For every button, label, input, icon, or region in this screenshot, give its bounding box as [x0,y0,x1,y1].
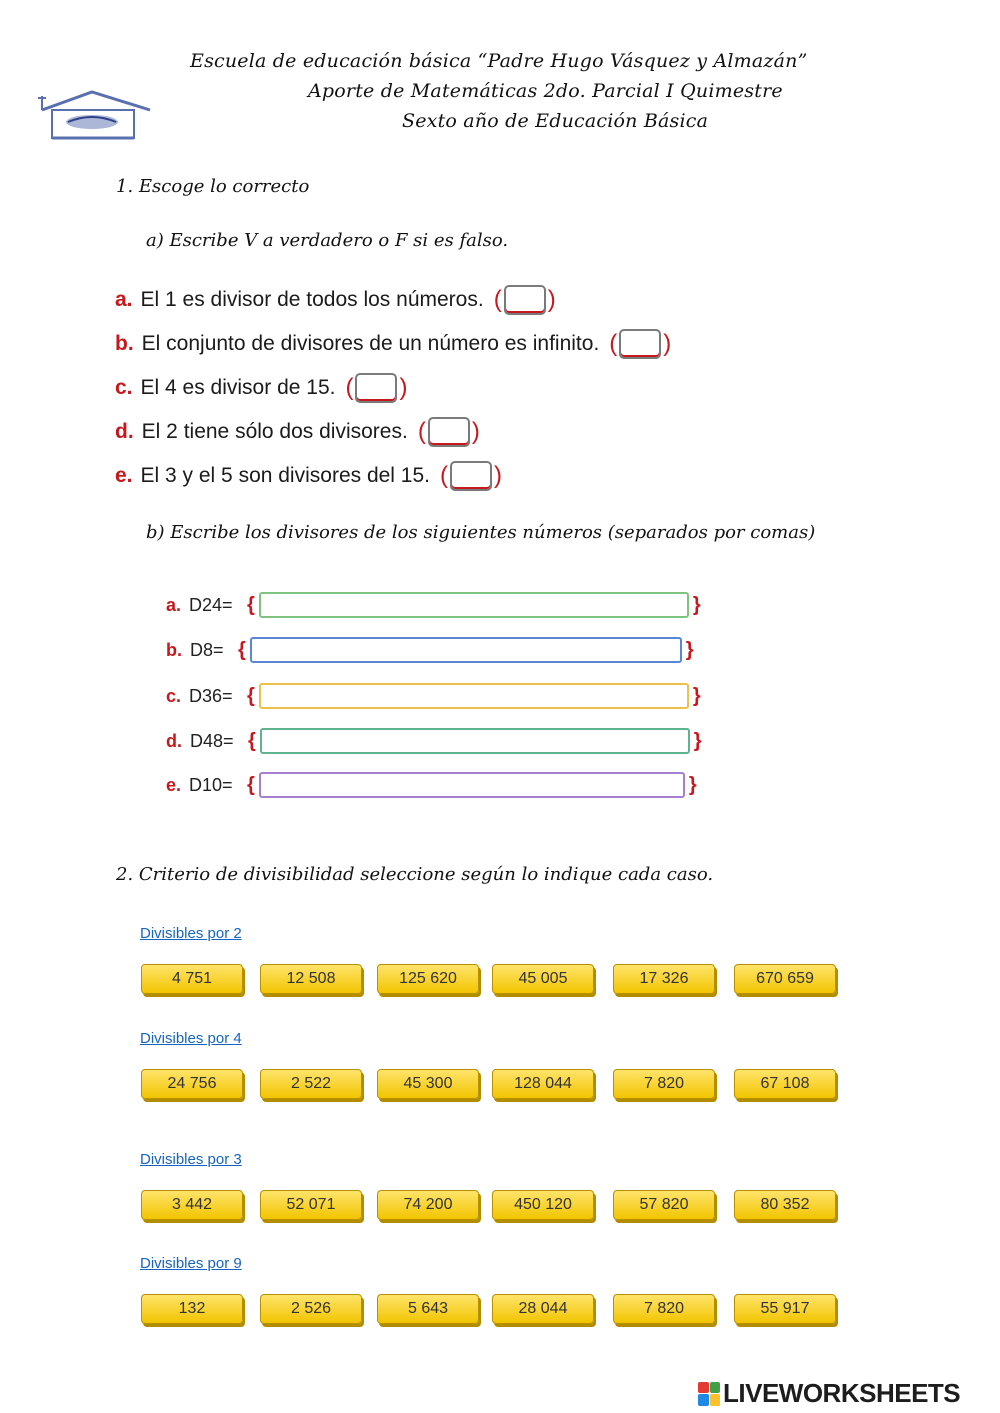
close-brace: } [685,638,694,661]
close-paren: ) [494,462,503,489]
tf-item-letter: c. [115,376,133,399]
divisor-row-letter: a. [166,594,182,615]
number-option-button[interactable]: 450 120 [492,1190,594,1220]
divisibility-group-label: Divisibles por 2 [140,925,242,942]
number-option-button[interactable]: 4 751 [141,964,243,994]
close-brace: } [693,729,702,752]
number-option-button[interactable]: 55 917 [734,1294,836,1324]
divisor-input[interactable] [260,728,690,754]
divisor-row [166,772,697,798]
tf-item [115,285,556,315]
divisor-row [166,637,694,663]
number-option-button[interactable]: 28 044 [492,1294,594,1324]
number-option-button[interactable]: 7 820 [613,1294,715,1324]
open-brace: { [247,593,255,616]
section-2-title: 2. Criterio de divisibilidad seleccione según lo indique cada caso. [116,864,714,885]
divisor-row [166,683,701,709]
liveworksheets-icon [698,1382,720,1406]
grade-title: Sexto año de Educación Básica [402,110,709,132]
number-option-button[interactable]: 3 442 [141,1190,243,1220]
liveworksheets-logo [698,1378,960,1409]
tf-item-text: El conjunto de divisores de un número es infinito. [141,332,600,355]
number-option-button[interactable]: 2 522 [260,1069,362,1099]
tf-answer-box[interactable] [355,373,397,403]
number-option-button[interactable]: 7 820 [613,1069,715,1099]
divisor-row-letter: c. [166,685,182,706]
liveworksheets-brand: LIVEWORKSHEETS [723,1378,961,1408]
part-a-instruction: a) Escribe V a verdadero o F si es falso. [146,230,509,251]
divisor-row-letter: d. [166,730,182,751]
close-paren: ) [399,374,408,401]
number-option-button[interactable]: 2 526 [260,1294,362,1324]
tf-item [115,329,671,359]
open-brace: { [247,684,255,707]
number-option-button[interactable]: 57 820 [613,1190,715,1220]
open-paren: ( [417,418,426,445]
tf-item-letter: d. [115,420,134,443]
course-title: Aporte de Matemáticas 2do. Parcial I Quimestre [308,80,783,102]
number-option-button[interactable]: 132 [141,1294,243,1324]
divisor-row-label: D24= [189,594,233,615]
divisor-row [166,728,702,754]
tf-item [115,461,502,491]
tf-answer-box[interactable] [619,329,661,359]
number-option-button[interactable]: 670 659 [734,964,836,994]
tf-answer-box[interactable] [504,285,546,315]
number-option-button[interactable]: 74 200 [377,1190,479,1220]
open-paren: ( [440,462,449,489]
tf-answer-box[interactable] [450,461,492,491]
open-paren: ( [493,286,502,313]
divisibility-group-label: Divisibles por 9 [140,1255,242,1272]
tf-item [115,417,480,447]
number-option-button[interactable]: 45 300 [377,1069,479,1099]
divisor-row-label: D48= [190,730,234,751]
tf-item [115,373,407,403]
divisibility-group-label: Divisibles por 3 [140,1151,242,1168]
close-paren: ) [547,286,556,313]
divisor-input[interactable] [259,772,685,798]
number-option-button[interactable]: 125 620 [377,964,479,994]
close-paren: ) [663,330,672,357]
divisor-row-label: D10= [189,774,233,795]
number-option-button[interactable]: 17 326 [613,964,715,994]
school-name: Escuela de educación básica “Padre Hugo Vásquez y Almazán” [190,50,808,72]
tf-item-text: El 2 tiene sólo dos divisores. [141,420,408,443]
tf-item-text: El 4 es divisor de 15. [140,376,336,399]
divisor-row-letter: b. [166,639,182,660]
divisor-row-letter: e. [166,774,182,795]
tf-answer-box[interactable] [428,417,470,447]
tf-item-letter: b. [115,332,134,355]
tf-item-text: El 3 y el 5 son divisores del 15. [140,464,431,487]
close-brace: } [688,773,697,796]
tf-item-letter: a. [115,288,133,311]
number-option-button[interactable]: 80 352 [734,1190,836,1220]
divisor-row-label: D36= [189,685,233,706]
tf-item-text: El 1 es divisor de todos los números. [140,288,484,311]
tf-item-letter: e. [115,464,133,487]
close-paren: ) [471,418,480,445]
divisor-input[interactable] [259,683,689,709]
open-paren: ( [609,330,618,357]
open-paren: ( [345,374,354,401]
number-option-button[interactable]: 45 005 [492,964,594,994]
school-logo [32,88,154,144]
close-brace: } [692,593,701,616]
open-brace: { [238,638,246,661]
number-option-button[interactable]: 67 108 [734,1069,836,1099]
open-brace: { [248,729,256,752]
close-brace: } [692,684,701,707]
section-1-title: 1. Escoge lo correcto [116,176,310,197]
divisor-row-label: D8= [190,639,224,660]
number-option-button[interactable]: 5 643 [377,1294,479,1324]
number-option-button[interactable]: 12 508 [260,964,362,994]
number-option-button[interactable]: 24 756 [141,1069,243,1099]
divisor-row [166,592,701,618]
divisor-input[interactable] [259,592,689,618]
divisibility-group-label: Divisibles por 4 [140,1030,242,1047]
number-option-button[interactable]: 128 044 [492,1069,594,1099]
part-b-instruction: b) Escribe los divisores de los siguientes números (separados por comas) [146,522,816,543]
open-brace: { [247,773,255,796]
number-option-button[interactable]: 52 071 [260,1190,362,1220]
divisor-input[interactable] [250,637,682,663]
